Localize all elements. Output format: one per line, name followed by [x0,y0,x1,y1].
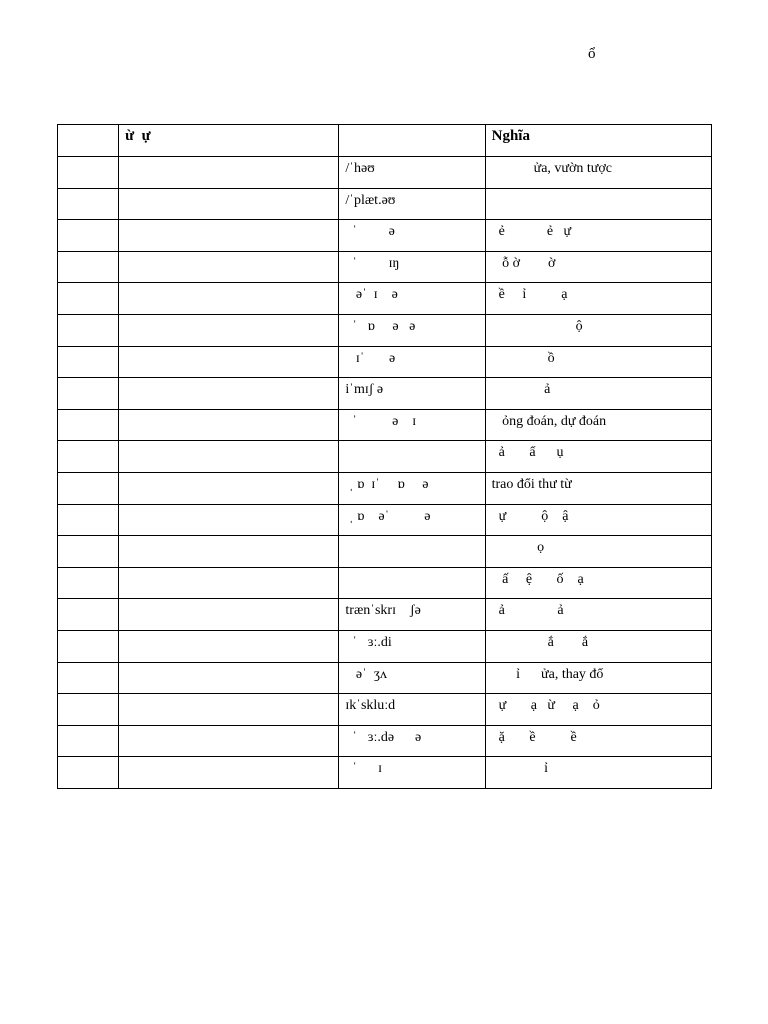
vocabulary-table-body [58,157,712,789]
table-row [58,378,712,410]
header-pronunciation [339,125,485,157]
page-top-mark: ổ [588,46,596,62]
row-number-cell [58,725,119,757]
row-word-cell [119,251,339,283]
row-number-cell [58,251,119,283]
row-word-cell [119,725,339,757]
row-word-cell [119,694,339,726]
table-row [58,567,712,599]
row-meaning-cell: ự ạ ừ ạ ỏ [485,694,711,726]
row-number-cell [58,694,119,726]
row-pronunciation-cell [339,567,485,599]
row-word-cell [119,662,339,694]
row-number-cell [58,757,119,789]
row-pronunciation-cell: iˈmɪʃ ə [339,378,485,410]
row-pronunciation-cell: əˈ ʒʌ [339,662,485,694]
row-word-cell [119,378,339,410]
row-word-cell [119,220,339,252]
row-meaning-cell: ỏng đoán, dự đoán [485,409,711,441]
row-word-cell [119,409,339,441]
row-meaning-cell: ả [485,378,711,410]
row-pronunciation-cell: ˈ ɒ ə ə [339,314,485,346]
row-meaning-cell: trao đổi thư từ [485,472,711,504]
row-word-cell [119,346,339,378]
row-number-cell [58,441,119,473]
row-word-cell [119,472,339,504]
row-number-cell [58,409,119,441]
table-row [58,694,712,726]
row-meaning-cell: ộ [485,314,711,346]
table-row [58,725,712,757]
row-pronunciation-cell: ɪˈ ə [339,346,485,378]
row-meaning-cell: ửa, vườn tược [485,157,711,189]
row-meaning-cell: ỉ [485,757,711,789]
row-pronunciation-cell [339,536,485,568]
row-word-cell [119,630,339,662]
table-row [58,757,712,789]
row-meaning-cell [485,188,711,220]
header-number [58,125,119,157]
row-number-cell [58,346,119,378]
row-meaning-cell: ỉ ửa, thay đổ [485,662,711,694]
row-meaning-cell: ả ả [485,599,711,631]
row-number-cell [58,536,119,568]
row-number-cell [58,188,119,220]
row-pronunciation-cell: ˈ ɪŋ [339,251,485,283]
row-meaning-cell: ồ [485,346,711,378]
table-row [58,630,712,662]
table-row [58,220,712,252]
row-word-cell [119,757,339,789]
row-pronunciation-cell [339,441,485,473]
table-row [58,536,712,568]
row-number-cell [58,220,119,252]
table-row [58,409,712,441]
row-meaning-cell: ặ ề ề [485,725,711,757]
row-meaning-cell: ả ẩ ụ [485,441,711,473]
row-meaning-cell: ự ộ ậ [485,504,711,536]
row-meaning-cell: ẻ ẻ ự [485,220,711,252]
row-word-cell [119,314,339,346]
table-header-row [58,125,712,157]
row-meaning-cell: ọ [485,536,711,568]
table-row [58,283,712,315]
row-number-cell [58,283,119,315]
row-number-cell [58,314,119,346]
row-meaning-cell: ấ ệ ố ạ [485,567,711,599]
header-meaning: Nghĩa [485,125,711,157]
row-pronunciation-cell: /ˈplæt.əʊ [339,188,485,220]
row-pronunciation-cell: ˌ ɒ ɪˈ ɒ ə [339,472,485,504]
row-pronunciation-cell: ˈ ɜː.di [339,630,485,662]
header-word: ừ ự [119,125,339,157]
row-meaning-cell: ề ỉ ạ [485,283,711,315]
row-word-cell [119,157,339,189]
table-row [58,188,712,220]
row-pronunciation-cell: ˈ ɜː.də ə [339,725,485,757]
table-row [58,441,712,473]
table-row [58,314,712,346]
row-meaning-cell: ắ ắ [485,630,711,662]
row-number-cell [58,662,119,694]
table-row [58,157,712,189]
table-row [58,504,712,536]
row-number-cell [58,504,119,536]
row-pronunciation-cell: trænˈskrɪ ʃə [339,599,485,631]
row-number-cell [58,472,119,504]
row-word-cell [119,536,339,568]
row-pronunciation-cell: ˌ ɒ əˈ ə [339,504,485,536]
row-word-cell [119,567,339,599]
row-pronunciation-cell: ˈ ɪ [339,757,485,789]
row-number-cell [58,157,119,189]
row-word-cell [119,504,339,536]
table-row [58,472,712,504]
row-word-cell [119,188,339,220]
row-pronunciation-cell: ˈ ə ɪ [339,409,485,441]
table-row [58,346,712,378]
table-row [58,251,712,283]
table-row [58,662,712,694]
row-pronunciation-cell: ɪkˈskluːd [339,694,485,726]
row-number-cell [58,567,119,599]
row-number-cell [58,599,119,631]
row-number-cell [58,630,119,662]
row-pronunciation-cell: /ˈhəʊ [339,157,485,189]
row-word-cell [119,441,339,473]
table-row [58,599,712,631]
row-meaning-cell: ỗ ờ ờ [485,251,711,283]
vocabulary-table [57,124,712,789]
row-number-cell [58,378,119,410]
row-pronunciation-cell: ˈ ə [339,220,485,252]
row-word-cell [119,599,339,631]
row-word-cell [119,283,339,315]
row-pronunciation-cell: əˈ ɪ ə [339,283,485,315]
